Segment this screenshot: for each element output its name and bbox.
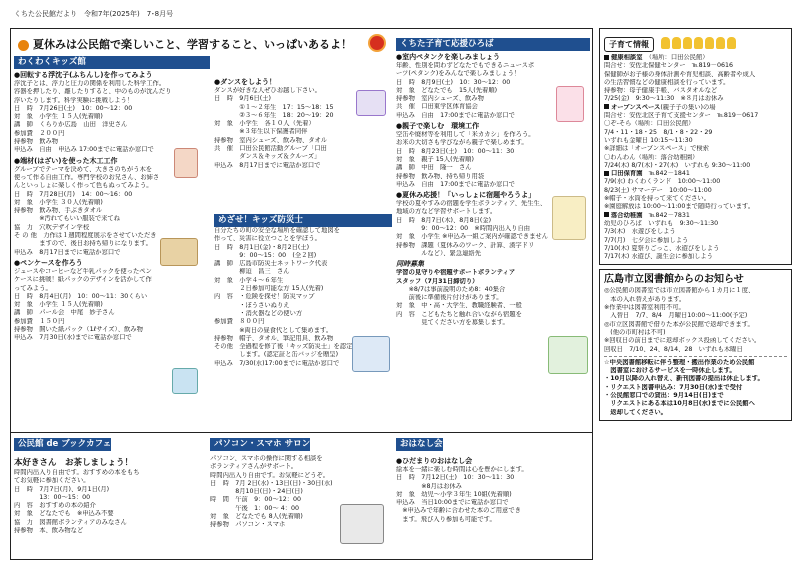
hoikuen-line: 8/23(土) サマーデー 10:00～11:00 — [604, 186, 712, 194]
dance-line: 日 時 9月6日(土) — [214, 95, 272, 103]
uki-line: 持参物 飲み物 — [14, 138, 59, 146]
openspace-line: 問合せ：安佐北区子育て支援センター ℡819－0617 — [604, 112, 759, 120]
openspace-line: ※詳細は「オープンスペース」で検索 — [604, 145, 709, 153]
bousai-line: 講 師 広島市防災士ネットワーク代表 — [214, 260, 328, 268]
library-line: 入替日 7/7、8/4 月曜日10:00～11:00(予定) — [604, 312, 748, 320]
uki-line: 講 師 くらりか広島 山田 洋史さん — [14, 121, 128, 129]
hashira-line: グループでテーマを決めて、大きさのちがう木を — [14, 165, 153, 173]
ohanashi-line: 日 時 7月12日(土) 10：30～11：30 — [396, 474, 515, 482]
pen-line: 持参物 開いた紙パック（1ℓサイズ）、飲み物 — [14, 326, 143, 334]
bousai-illustration — [352, 336, 390, 372]
pc-line: 時間内出入り自由です。お気軽にどうぞ。 — [210, 471, 330, 479]
dance-line: 申込み 8月17日までに電話か窓口で — [214, 161, 321, 169]
oyako-line: お米の大切さも学びながら親子で楽しめます。 — [396, 139, 528, 147]
oyako-line: 講 師 中田 隆一 さん — [396, 164, 472, 172]
library-line: 回収日 7/10、24、8/14、28 いずれも木曜日 — [604, 345, 743, 353]
bottom-divider — [10, 432, 593, 433]
pen-title: ●ペンケースを作ろう — [14, 258, 83, 267]
pet-line: 年齢、性別を問わずどなたでもできるニュースポ — [396, 62, 535, 69]
health-line: 保健師がお子様の身体計測や育児相談、高齢者や成人 — [604, 70, 756, 78]
oyako-line: 空缶や廃材等を利用して「米カカシ」を作ろう。 — [396, 131, 535, 139]
dance-line: 対 象 小学生 各１０人（先着） — [214, 120, 315, 128]
petanque-illustration — [556, 86, 584, 122]
oyako-line: 持参物 飲み物、持ち帰り用袋 — [396, 172, 485, 180]
health-place: （場所：口田公民館） — [648, 54, 709, 61]
square-bullet-icon — [604, 212, 609, 217]
dance-line: ダンス＆キッズ＆クルーズ」 — [214, 153, 321, 161]
bottle-illustration — [174, 148, 198, 178]
pc-line: パソコン、スマホの操作に関する相談を — [210, 455, 323, 462]
wakuwaku-bar: わくわくキッズ館 — [14, 56, 210, 69]
youchien-line: 幼児のひろば いずれも 9:30～11:30 — [604, 219, 719, 227]
hoikuen-line: 7/9(水) わくわくランド 10:00～11:00 — [604, 178, 721, 186]
volunteer-line: スタッフ（7月31日締切り） — [396, 277, 479, 285]
bousai-line: 申込み 7/30(水)17:00までに電話か窓口で — [214, 359, 340, 367]
natsu-line: 日 時 8月7日(木)、8月8日(金) — [396, 216, 492, 224]
bousai-line: ・消火器などの使い方 — [214, 309, 303, 317]
ohanashi-title: ●ひだまりのおはなし会 — [396, 457, 473, 465]
health-line: の生活習慣などの健康相談を行っています。 — [604, 78, 730, 86]
library-line: ・10月以降の入れ替え、新刊図書の提出は休止します。 — [604, 375, 764, 383]
pen-line: 申込み 7月30日(水)までに電話か窓口で — [14, 334, 132, 342]
pet-line: 持参物 室内シューズ、飲み物 — [396, 95, 484, 103]
pet-line: 対 象 どなたでも 15人(先着順) — [396, 86, 498, 94]
health-line: 7/25(金) 9:30～11:30 ※８月はお休み — [604, 95, 724, 103]
hashira-title: ●端材(はざい)を使った木工工作 — [14, 156, 118, 165]
pc-bar: パソコン・スマホ サロン — [210, 438, 310, 451]
pc-line: ボランティアさんがサポート。 — [210, 463, 298, 471]
pc-line: 時 間 午前 9：00～12：00 — [210, 496, 302, 504]
dance-title: ●ダンスをしよう！ — [214, 78, 276, 86]
bousai-line: 持参物 帽子、タオル、筆記用具、飲み物 — [214, 334, 334, 342]
oyako-title: ●親子で楽しむ 環境工作 — [396, 122, 480, 131]
youchien-line: 7/10(木) 夏祭りごっこ、水遊びをしよう — [604, 244, 720, 252]
uki-line: 浮沈子とは、浮力と圧力の関係を利用した科学工作。 — [14, 80, 166, 87]
library-line: (他の市町村は不可) — [604, 328, 666, 336]
uki-line: 対 象 小学生 １５人(先着順) — [14, 113, 103, 121]
pc-line: 対 象 どなたでも 8人(先着順) — [210, 513, 303, 521]
ohanashi-line: 申込み 当日10:00までに電話か窓口で — [396, 499, 509, 507]
natsu-line: 地域の方など学習サポートします。 — [396, 208, 497, 216]
ohanashi-section — [396, 436, 590, 524]
oyako-line: 対 象 親子 15人(先着順) — [396, 155, 474, 163]
volunteer-line: ※8/7は事前説明のため8：40集合 — [396, 285, 506, 293]
hashira-line: そ の 他 力作は１週間程度展示をさせていただき — [14, 232, 157, 240]
hoikuen-line: ※帽子・水筒を持って来てください。 — [604, 195, 711, 203]
hashira-line: 使って作る自由工作。専門学校のお兄さん、お姉さ — [14, 173, 160, 181]
bookcafe-section — [14, 436, 206, 535]
pen-line: ってみよう。 — [14, 284, 52, 292]
bookcafe-line: てお気軽に参加ください。 — [14, 477, 90, 485]
pen-line: 対 象 小学生 １５人(先着順) — [14, 301, 103, 309]
ohanashi-line: 絵本を一緒に楽しむ時間は心を豊かにします。 — [396, 466, 528, 473]
natsu-line: 学校の夏やすみの宿題を学生ボランティア、先生生、 — [396, 200, 547, 208]
pen-line: 講 師 パール会 中尾 妙子さん — [14, 309, 115, 317]
bousai-line: 柳迫 昌三 さん — [214, 268, 290, 276]
uki-line: 申込み 自由 申込み 17:00までに電話か窓口で — [14, 146, 154, 154]
bookcafe-line: 日 時 7月7日(月)、9月1日(月) — [14, 485, 110, 493]
openspace-line: 7/4・11・18・25 8/1・8・22・29 — [604, 128, 713, 136]
openspace-title — [604, 104, 787, 112]
library-line: ・公民館窓口での貸出：9月14日(日)まで — [604, 391, 724, 399]
pencase-illustration — [172, 368, 198, 394]
uki-line: 容器を押したり、離したりすると、中のものが沈んだり — [14, 88, 172, 96]
natsu-line: 対 象 小学生 ※申込み一組ご案内が確認できません — [396, 233, 549, 241]
volunteer-title: 同時募集 — [396, 260, 424, 269]
library-line: ※作業中は図書室利用不可。 — [604, 304, 685, 312]
child-icon — [672, 37, 681, 49]
pen-line: 参加費 １５０円 — [14, 317, 65, 325]
volunteer-line: 内 容 こどもたちと触れ合いながら宿題を — [396, 310, 522, 318]
library-line: ※回収日の前日までに返却ボックス投函してください。 — [604, 337, 761, 345]
pc-line: 午後 1：00～ 4：00 — [210, 504, 300, 512]
health-title-text: 健康相談室 — [611, 54, 643, 61]
page-title-text: 夏休みは公民館で楽しいこと、学習すること、いっぱいあるよ！ — [33, 38, 352, 51]
openspace-place: (親子子の集い)の場 — [660, 103, 716, 111]
bookcafe-line: 13：00～15：00 — [14, 493, 91, 501]
child-icon — [705, 37, 714, 49]
pen-body — [14, 268, 210, 343]
kosodate-info-badge: 子育て情報 — [604, 37, 654, 52]
hashira-line: 持参物 飲み物、手ぶきタオル — [14, 207, 103, 215]
library-line: ・リクエスト図書申込み：7月30日(水)まで受付 — [604, 383, 743, 391]
bookcafe-line: 協 力 図書館ボランティアのみなさん — [14, 518, 127, 526]
bousai-line: 作って、災害に役立つことを学ぼう。 — [214, 235, 321, 243]
library-line: ◎市立区図書館で借りた本が公民館で返却できます。 — [604, 320, 754, 328]
orange-dot-icon — [18, 40, 29, 51]
youchien-line: 7/3(木) 水遊びをしよう — [604, 228, 676, 236]
bousai-bar: めざせ！キッズ防災士 — [214, 214, 392, 227]
library-line: 図書室におけるサービスを一時休止します。 — [604, 367, 736, 375]
hoikuen-line: ※園庭解放は 10:00～11:00まで随時行っています。 — [604, 203, 755, 211]
bousai-line: します。(認定証と缶バッジを贈呈) — [214, 351, 339, 359]
volunteer-line: 前後に準備後片付けがあります。 — [396, 294, 503, 302]
child-icon — [727, 37, 736, 49]
volunteer-line: 学習の見守りや宿題サポートボランティア — [396, 269, 516, 277]
ohanashi-line: 対 象 幼児～小学３年生 10組(先着順) — [396, 490, 512, 498]
hashira-line: 日 時 7月28日(月) 14：00～16：00 — [14, 190, 133, 198]
hoikuen-title-text: 口田保育園 — [611, 170, 643, 178]
openspace-line: 〇わんわん（場所：落合幼稚園） — [604, 153, 699, 161]
bookcafe-bar: 公民館 de ブックカフェ — [14, 438, 111, 451]
hoikuen-title — [604, 170, 787, 178]
dance-line: ①１～２年生 17：15～18：15 — [214, 103, 334, 111]
library-box — [599, 269, 792, 420]
oyako-line: 申込み 自由 17:00までに電話か窓口で — [396, 180, 515, 188]
volunteer-line: 見てください方を募集します。 — [396, 319, 509, 327]
library-title: 広島市立図書館からのお知らせ — [604, 274, 744, 286]
pc-section — [210, 436, 392, 530]
library-line: リクエストにある本は10月8日(水)までに公民館へ — [604, 400, 755, 408]
child-icon — [661, 37, 670, 49]
right-panel — [599, 28, 792, 421]
library-divider — [604, 356, 787, 357]
natsu-line: 持参物 課題（夏休みのワーク、計算、漢字ドリ — [396, 241, 535, 249]
uki-body — [14, 80, 210, 155]
youchien-title — [604, 212, 787, 220]
bousai-line: 内 容 ・危険を探せ！防災マップ — [214, 293, 315, 301]
bousai-line: ・ぼうさいぬりえ — [214, 301, 290, 309]
uki-line: 参加費 ２００円 — [14, 129, 65, 137]
kosodate-info-box — [599, 28, 792, 265]
library-line: 本の入れ替えがあります。 — [604, 295, 686, 303]
pet-line: ーツ(ペタンク)をみんなで楽しみましょう！ — [396, 70, 521, 78]
pen-line: ケースに挑戦！紙パックのデザインを活かして作 — [14, 276, 152, 284]
dance-line: 共 催 口田公民館活動グループ「口田 — [214, 145, 327, 153]
uki-line: 日 時 7月26日(土) 10：00～12：00 — [14, 104, 133, 112]
youchien-line: 7/17(木) 水遊び、誕生会に参加しよう — [604, 253, 713, 261]
health-line: 問合せ：安佐北保健センター ℡819－0616 — [604, 62, 734, 70]
library-line: 返却してください。 — [604, 408, 667, 416]
bookcafe-line: 対 象 どなたでも ※申込み不要 — [14, 510, 114, 518]
pet-line: 申込み 自由 17:00までに電話か窓口で — [396, 111, 515, 119]
square-bullet-icon — [604, 55, 609, 60]
bousai-line: 対 象 小学４～６年生 — [214, 276, 284, 284]
pc-line: 持参物 パソコン・スマホ — [210, 521, 286, 529]
library-line: ◎公民館の図書室では市立図書館から１カ月に１度、 — [604, 287, 755, 295]
ohanashi-line: ます。飛び入り参加も可能です。 — [396, 515, 496, 523]
bookcafe-title: 本好きさん お茶しましょう！ — [14, 458, 134, 468]
bousai-line: ２日参加可能な方 15人(先着) — [214, 285, 324, 293]
kosodate-bar: くちた子育て応援ひろば — [396, 38, 590, 51]
sun-icon — [370, 36, 384, 50]
dance-illustration — [356, 90, 386, 116]
health-title — [604, 54, 787, 62]
pen-line: ジュースやコーヒーなど牛乳パックを使ったペン — [14, 267, 152, 275]
dance-line: ②３～６年生 18：20～19：20 — [214, 111, 334, 119]
dance-line: ※３年生以下保護者同伴 — [214, 128, 308, 136]
natsu-title: ●夏休み応援！「いっしょに宿題やろうよ」 — [396, 191, 536, 200]
hashira-line: 対 象 小学生 ３０人(先着順) — [14, 198, 103, 206]
ohanashi-line: ※申込みで年齢に合わせた本のご用意でき — [396, 507, 521, 515]
child-icon — [694, 37, 703, 49]
pc-line: 8月10日(日)・24日(日) — [210, 488, 303, 496]
health-line: 持参物：母子健康手帳、バスタオルなど — [604, 87, 718, 95]
library-line: ☆中央図書館移転に伴う整理・搬出作業のため公民館 — [604, 358, 755, 366]
dance-line: 持参物 室内シューズ、飲み物、タオル — [214, 136, 328, 144]
bousai-line: 自分たちの町の安全な場所を確認して地図を — [214, 227, 340, 234]
youchien-title-text: 落合幼稚園 — [611, 211, 643, 219]
bookcafe-line: 時間内出入り自由です。おすすめの本をもち — [14, 469, 140, 476]
pen-line: 日 時 8月4日(月) 10：00～11：30くらい — [14, 292, 148, 300]
bousai-line: 9：00～15：00 (全２回) — [214, 251, 317, 259]
hoikuen-place: ℡842－1841 — [648, 170, 690, 178]
homework-illustration — [548, 336, 588, 374]
openspace-line: 7/24(木) 8/7(木)・27(木) いずれも 9:30～11:00 — [604, 161, 751, 169]
natsu-line: ルなど）、緊急連絡先 — [396, 249, 482, 257]
dance-line: ダンスが好きな人ぜひお越し下さい。 — [214, 87, 321, 94]
pet-line: 共 催 口田東学区体育協会 — [396, 103, 478, 111]
hashira-line: ますので、後日お持ち帰りになります。 — [14, 240, 152, 248]
uki-line: 浮いたりします。科学実験に挑戦しよう！ — [14, 96, 134, 104]
hashira-line: ※汚れてもいい服装で来てね — [14, 215, 121, 223]
bousai-line: ※両日の昼食代として集めます。 — [214, 326, 333, 334]
hashira-line: んといっしょに楽しく作って色もぬってみよう。 — [14, 182, 153, 190]
child-icon — [683, 37, 692, 49]
newsletter-header: くちた公民館だより 令和7年(2025年) 7･8月号 — [14, 10, 174, 18]
square-bullet-icon — [604, 171, 609, 176]
uki-title: ●回転する浮沈子(ふちんし)を作ってみよう — [14, 71, 153, 79]
volunteer-line: 対 象 中・高・大学生、教職経験者、一般 — [396, 302, 522, 310]
openspace-line: 〇ぞ-そら（場所：口田公民館） — [604, 120, 695, 128]
oyako-line: 日 時 8月23日(土) 10：00～11：30 — [396, 147, 515, 155]
hashira-line: 申込み 8月17日までに電話か窓口で — [14, 248, 121, 256]
kosodate-section — [396, 38, 590, 327]
scarecrow-illustration — [552, 196, 586, 240]
openspace-line: いずれも金曜日 10:15～11:30 — [604, 136, 693, 144]
pet-line: 日 時 8月9日(土) 10：30～12：00 — [396, 78, 511, 86]
wood-craft-illustration — [160, 238, 198, 266]
bookcafe-line: 内 容 おすすめの本の紹介 — [14, 502, 96, 510]
youchien-place: ℡842－7831 — [648, 211, 690, 219]
youchien-line: 7/7(月) 七夕会に参加しよう — [604, 236, 689, 244]
openspace-title-text: オープンスペース — [611, 103, 661, 111]
pc-line: 日 時 7月 2日(水)・13日(日)・30日(水) — [210, 479, 333, 487]
ohanashi-line: ※8月はお休み — [396, 482, 462, 490]
square-bullet-icon — [604, 104, 609, 109]
bousai-line: その他 全過程を修了後「キッズ防災士」を認定 — [214, 343, 353, 351]
wakuwaku-column — [14, 56, 210, 343]
page-title — [18, 36, 352, 52]
pet-title: ●室内ペタンクを楽しみましょう — [396, 53, 500, 61]
ohanashi-bar: おはなし会 — [396, 438, 443, 451]
bookcafe-line: 持参物 本、飲み物など — [14, 527, 84, 535]
child-icon — [716, 37, 725, 49]
bousai-line: 日 時 8月1日(金)・8月2日(土) — [214, 243, 310, 251]
hashira-line: 協 力 穴吹デザイン学校 — [14, 223, 90, 231]
natsu-line: 9：00～12：00 ※時間内出入り自由 — [396, 225, 531, 233]
bousai-line: 参加費 ８００円 — [214, 318, 265, 326]
